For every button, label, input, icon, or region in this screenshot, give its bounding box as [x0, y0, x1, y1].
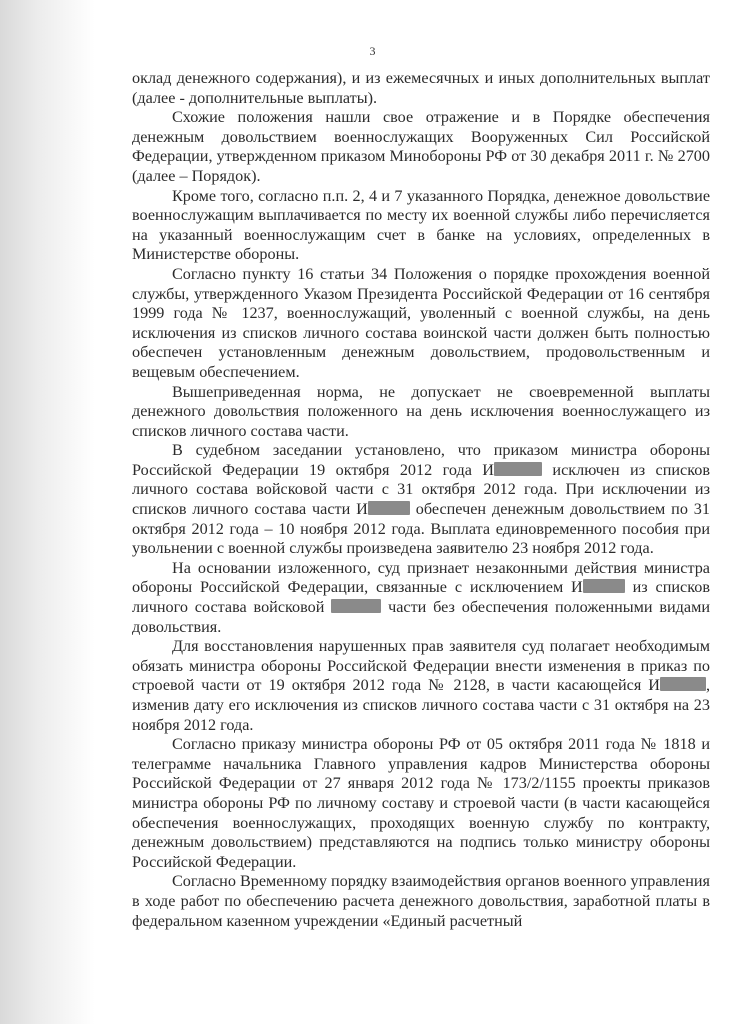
paragraph-10: [132, 872, 710, 931]
redaction-block: [368, 501, 410, 515]
paragraph-7: [132, 559, 710, 637]
redaction-block: [331, 599, 381, 613]
redaction-block: [660, 677, 706, 691]
scan-shadow: [0, 0, 95, 1024]
paragraph-2: [132, 108, 710, 186]
paragraph-text: Кроме того, согласно п.п. 2, 4 и 7 указанного Порядка, денежное довольствие военнослужащим выплачивается по месту их военной службы либо перечисляется на указанный военнослужащим счет в банке на условиях, определенных в Министерстве обороны.: [132, 186, 710, 264]
paragraph-9: [132, 735, 710, 872]
paragraph-5: [132, 383, 710, 442]
paragraph-text: Для восстановления нарушенных прав заявителя суд полагает необходимым обязать министра обороны Российской Федерации внести изменения в приказ по строевой части от 19 октября 2012 года № 2128, в части касающейся И: [132, 637, 710, 695]
paragraph-3: [132, 187, 710, 265]
page-number: 3: [369, 44, 376, 58]
paragraph-text: Согласно приказу министра обороны РФ от 05 октября 2011 года № 1818 и телеграмме начальника Главного управления кадров Министерства обороны Российской Федерации от 27 января 2012 года № 173/2/1155 проекты приказов министра обороны РФ по личному составу и строевой части (в части касающейся обеспечения военнослужащих, проходящих военную службу по контракту, денежным довольствием) представляются на подпись только министру обороны Российской Федерации.: [132, 735, 710, 871]
document-body: [132, 69, 710, 931]
redaction-block: [583, 579, 625, 593]
paragraph-text: На основании изложенного, суд признает незаконными действия министра обороны Российской Федерации, связанные с исключением И: [132, 558, 710, 597]
redaction-block: [494, 462, 542, 476]
paragraph-text: В судебном заседании установлено, что приказом министра обороны Российской Федерации 19 октября 2012 года И: [132, 441, 710, 479]
paragraph-text: исключен из списков личного состава войсковой части с 31 октября 2012 года. При исключении из списков личного состава части И: [132, 460, 710, 519]
paragraph-8: [132, 637, 710, 735]
paragraph-text: , изменив дату его исключения из списков личного состава части с 31 октября на 23 ноября 2012 года.: [132, 676, 710, 734]
paragraph-text: Вышеприведенная норма, не допускает не своевременной выплаты денежного довольствия положенного на день исключения военнослужащего из списков личного состава части.: [132, 382, 710, 440]
paragraph-text: Согласно Временному порядку взаимодействия органов военного управления в ходе работ по обеспечению расчета денежного довольствия, заработной платы в федеральном казенном учреждении «Единый расчетный: [132, 872, 710, 930]
paragraph-text: Согласно пункту 16 статьи 34 Положения о порядке прохождения военной службы, утвержденного Указом Президента Российской Федерации от 16 сентября 1999 года № 1237, военнослужащий, уволенный с военной службы, на день исключения из списков личного состава воинской части должен быть полностью обеспечен установленным денежным довольствием, продовольственным и вещевым обеспечением.: [132, 264, 710, 381]
paragraph-text: из списков личного состава войсковой: [132, 578, 710, 617]
paragraph-text: части без обеспечения положенными видами довольствия.: [132, 598, 710, 636]
paragraph-1: [132, 69, 710, 108]
paragraph-4: [132, 265, 710, 383]
paragraph-text: обеспечен денежным довольствием по 31 октября 2012 года – 10 ноября 2012 года. Выплата единовременного пособия при увольнении с военной службы произведена заявителю 23 ноября 2012 года.: [132, 500, 710, 558]
paragraph-6: [132, 441, 710, 559]
paragraph-text: оклад денежного содержания), и из ежемесячных и иных дополнительных выплат (далее - дополнительные выплаты).: [132, 69, 710, 107]
paragraph-text: Схожие положения нашли свое отражение и в Порядке обеспечения денежным довольствием военнослужащих Вооруженных Сил Российской Федерации, утвержденном приказом Минобороны РФ от 30 декабря 2011 г. № 2700 (далее – Порядок).: [132, 108, 710, 185]
